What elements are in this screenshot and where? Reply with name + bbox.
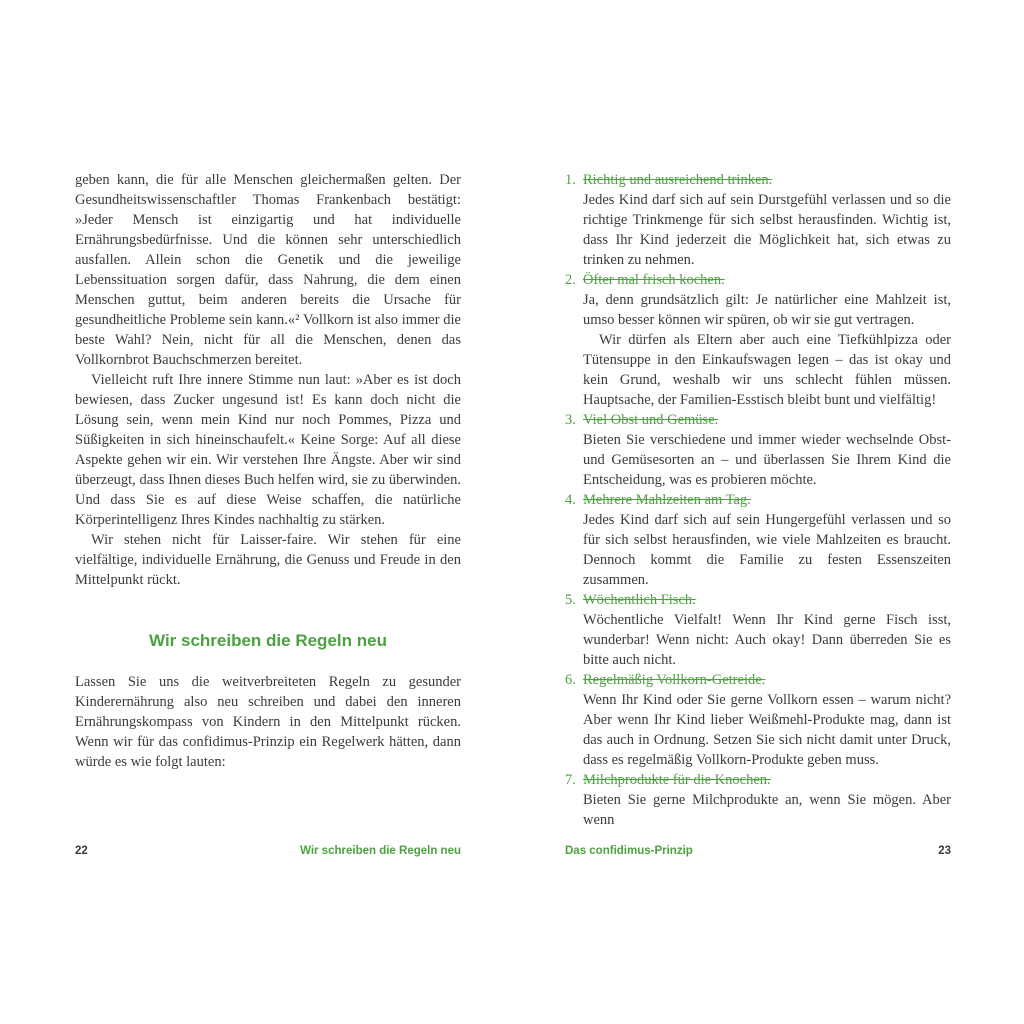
rule-item — [565, 590, 951, 670]
rule-item — [565, 670, 951, 770]
rule-paragraph: Wir dürfen als Eltern aber auch eine Tiefkühlpizza oder Tütensuppe in den Einkaufswagen legen – das ist okay und kein Grund, weshalb wir uns schlecht fühlen müssen. Hauptsache, der Familien-Esstisch bleibt bunt und vielfältig! — [583, 332, 951, 408]
rule-title: Öfter mal frisch kochen. — [583, 272, 725, 288]
rule-number: 2. — [565, 272, 576, 288]
rule-item — [565, 770, 951, 830]
rule-number: 3. — [565, 412, 576, 428]
footer-left — [75, 845, 461, 857]
rule-title: Richtig und ausreichend trinken. — [583, 172, 773, 188]
section-heading: Wir schreiben die Regeln neu — [149, 631, 387, 650]
rule-paragraph: Bieten Sie verschiedene und immer wieder wechselnde Obst- und Gemüsesorten an – und überlassen Sie Ihrem Kind die Entscheidung, was es probieren möchte. — [583, 432, 951, 488]
rule-paragraph: Wenn Ihr Kind oder Sie gerne Vollkorn essen – warum nicht? Aber wenn Ihr Kind lieber Weißmehl-Produkte mag, dann ist das auch in Ordnung. Setzen Sie sich nicht damit unter Druck, dass es regelmäßig Vollkorn-Produkte geben muss. — [583, 692, 951, 768]
rule-number: 6. — [565, 672, 576, 688]
running-title: Wir schreiben die Regeln neu — [300, 845, 461, 857]
rule-number: 1. — [565, 172, 576, 188]
rule-number: 5. — [565, 592, 576, 608]
running-title: Das confidimus-Prinzip — [565, 845, 693, 857]
rule-item — [565, 490, 951, 590]
footer-right — [565, 845, 951, 857]
rule-title: Wöchentlich Fisch. — [583, 592, 696, 608]
rule-paragraph: Bieten Sie gerne Milchprodukte an, wenn Sie mögen. Aber wenn — [583, 792, 951, 828]
page-number: 23 — [938, 845, 951, 857]
rule-item — [565, 410, 951, 490]
rule-paragraph: Ja, denn grundsätzlich gilt: Je natürlicher eine Mahlzeit ist, umso besser können wir spüren, ob wir sie gut vertragen. — [583, 292, 951, 328]
rule-title: Regelmäßig Vollkorn-Getreide. — [583, 672, 766, 688]
rule-paragraph: Jedes Kind darf sich auf sein Hungergefühl verlassen und so für sich selbst herausfinden, wie viele Mahlzeiten es braucht. Dennoch kommt die Familie zu festen Essenszeiten zusammen. — [583, 512, 951, 588]
rule-title: Milchprodukte für die Knochen. — [583, 772, 771, 788]
rule-paragraph: Wöchentliche Vielfalt! Wenn Ihr Kind gerne Fisch isst, wunderbar! Wenn nicht: Auch okay! Dann überreden Sie es bitte auch nicht. — [583, 612, 951, 668]
rule-title: Viel Obst und Gemüse. — [583, 412, 719, 428]
body-paragraph: Wir stehen nicht für Laisser-faire. Wir stehen für eine vielfältige, individuelle Ernährung, die Genuss und Freude in den Mittelpunkt rückt. — [75, 532, 461, 588]
page-number: 22 — [75, 845, 88, 857]
rule-title: Mehrere Mahlzeiten am Tag. — [583, 492, 751, 508]
body-paragraph: Lassen Sie uns die weitverbreiteten Regeln zu gesunder Kinderernährung also neu schreiben und dabei den inneren Ernährungskompass von Kindern in den Mittelpunkt rücken. Wenn wir für das confidimus-Prinzip ein Regelwerk hätten, dann würde es wie folgt lauten: — [75, 674, 461, 770]
rule-paragraph: Jedes Kind darf sich auf sein Durstgefühl verlassen und so die richtige Trinkmenge für sich selbst herausfinden. Wichtig ist, dass Ihr Kind jederzeit die Möglichkeit hat, sich etwas zu trinken zu nehmen. — [583, 192, 951, 268]
rule-item — [565, 270, 951, 410]
body-paragraph: Vielleicht ruft Ihre innere Stimme nun laut: »Aber es ist doch bewiesen, dass Zucker ungesund ist! Es kann doch nicht die Lösung sein, wenn mein Kind nur noch Pommes, Pizza und Süßigkeiten in sich hineinschaufelt.« Keine Sorge: Auf all diese Aspekte gehen wir ein. Wir verstehen Ihre Ängste. Aber wir sind überzeugt, dass Ihnen dieses Buch helfen wird, sie zu überwinden. Und dass Sie es auf diese Weise schaffen, die natürliche Körperintelligenz Ihres Kindes nachhaltig zu stärken. — [75, 372, 461, 528]
rule-number: 4. — [565, 492, 576, 508]
body-paragraph: geben kann, die für alle Menschen gleichermaßen gelten. Der Gesundheitswissenschaftler Thomas Frankenbach bestätigt: »Jeder Mensch ist einzigartig und hat individuelle Ernährungsbedürfnisse. Und die können sehr unterschiedlich ausfallen. Allein schon die Genetik und die jeweilige Lebenssituation sorgen dafür, dass Nahrung, die dem einen Menschen guttut, beim anderen bereits die Ursache für gesundheitliche Probleme sein kann.«² Vollkorn ist also immer die beste Wahl? Nein, nicht für all die Menschen, denen das Vollkornbrot Bauchschmerzen bereitet. — [75, 172, 461, 368]
left-page — [75, 170, 461, 772]
right-page — [565, 170, 951, 830]
rule-number: 7. — [565, 772, 576, 788]
rule-item — [565, 170, 951, 270]
